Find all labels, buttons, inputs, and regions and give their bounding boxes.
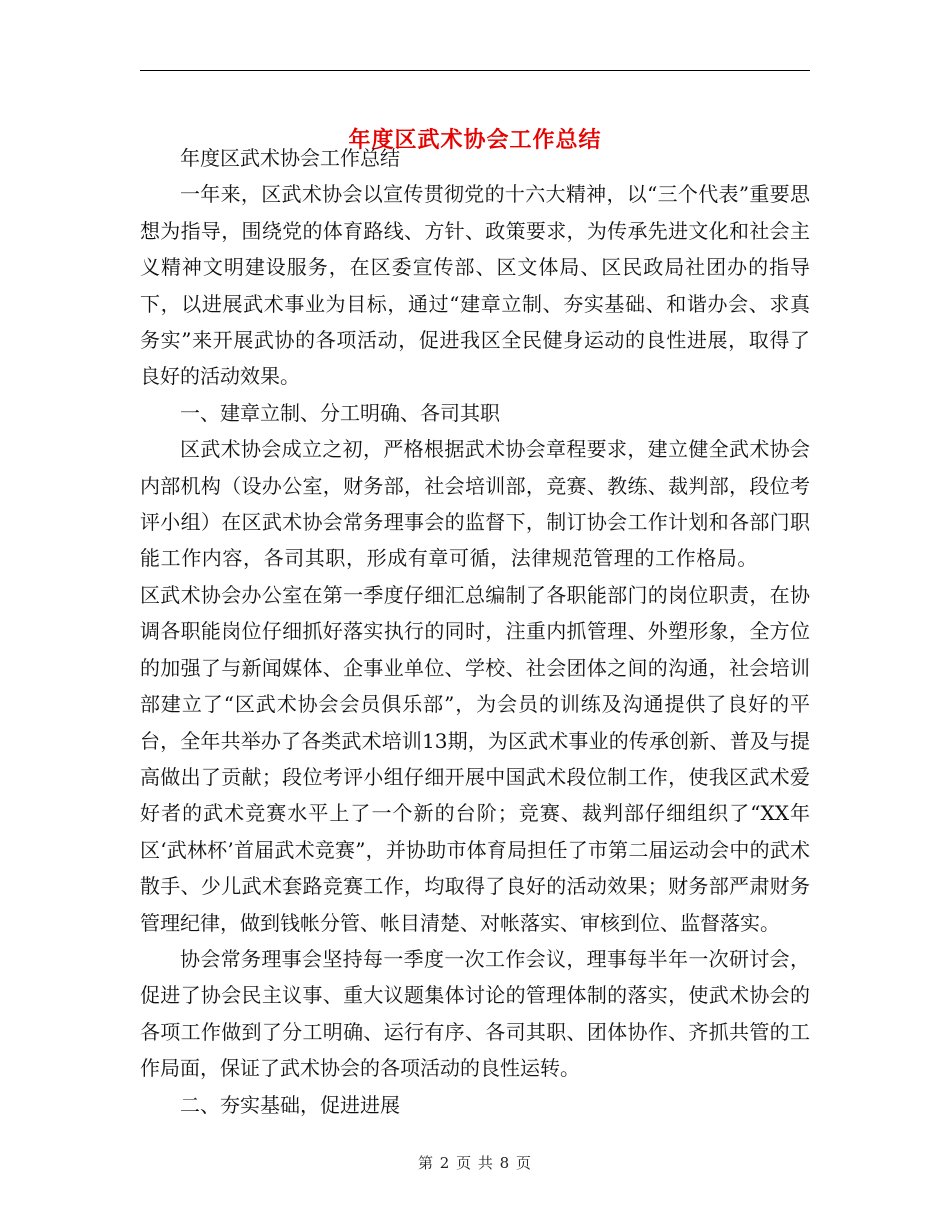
paragraph-council: 协会常务理事会坚持每一季度一次工作会议，理事每半年一次研讨会，促进了协会民主议事、重大议题集体讨论的管理体制的落实，使武术协会的各项工作做到了分工明确、运行有序、各司其职、团体协作、齐抓共管的工作局面，保证了武术协会的各项活动的良性运转。 [140, 946, 810, 1081]
page-number-footer: 第 2 页 共 8 页 [418, 1154, 532, 1172]
paragraph-section-1 [140, 431, 810, 941]
paragraph-section-1-part-a: 区武术协会成立之初，严格根据武术协会章程要求，建立健全武术协会内部机构（设办公室，财务部，社会培训部，竞赛、教练、裁判部，段位考评小组）在区武术协会常务理事会的监督下，制订协会工作计划和各部门职能工作内容，各司其职，形成有章可循，法律规范管理的工作格局。 [140, 437, 810, 571]
header-rule [140, 70, 810, 71]
section-heading-1: 一、建章立制、分工明确、各司其职 [180, 400, 500, 425]
paragraph-subtitle: 年度区武术协会工作总结 [180, 146, 400, 170]
paragraph-section-1-part-b: 区武术协会办公室在第一季度仔细汇总编制了各职能部门的岗位职责，在协调各职能岗位仔细抓好落实执行的同时，注重内抓管理、外塑形象，全方位的加强了与新闻媒体、企事业单位、学校、社会团体之间的沟通，社会培训部建立了“区武术协会会员俱乐部”，为会员的训练及沟通提供了良好的平台，全年共举办了各类武术培训13期，为区武术事业的传承创新、普及与提高做出了贡献；段位考评小组仔细开展中国武术段位制工作，使我区武术爱好者的武术竞赛水平上了一个新的台阶；竞赛、裁判部仔细组织了“XX年区‘武林杯’首届武术竞赛”，并协助市体育局担任了市第二届运动会中的武术散手、少儿武术套路竞赛工作，均取得了良好的活动效果；财务部严肃财务管理纪律，做到钱帐分管、帐目清楚、对帐落实、审核到位、监督落实。 [140, 582, 810, 935]
section-heading-2: 二、夯实基础，促进进展 [180, 1092, 400, 1117]
paragraph-intro: 一年来，区武术协会以宣传贯彻党的十六大精神，以“三个代表”重要思想为指导，围绕党的体育路线、方针、政策要求，为传承先进文化和社会主义精神文明建设服务，在区委宣传部、区文体局、区民政局社团办的指导下，以进展武术事业为目标，通过“建章立制、夯实基础、和谐办会、求真务实”来开展武协的各项活动，促进我区全民健身运动的良性进展，取得了良好的活动效果。 [140, 182, 810, 389]
document-body [140, 140, 810, 1123]
document-title: 年度区武术协会工作总结 [348, 127, 602, 153]
